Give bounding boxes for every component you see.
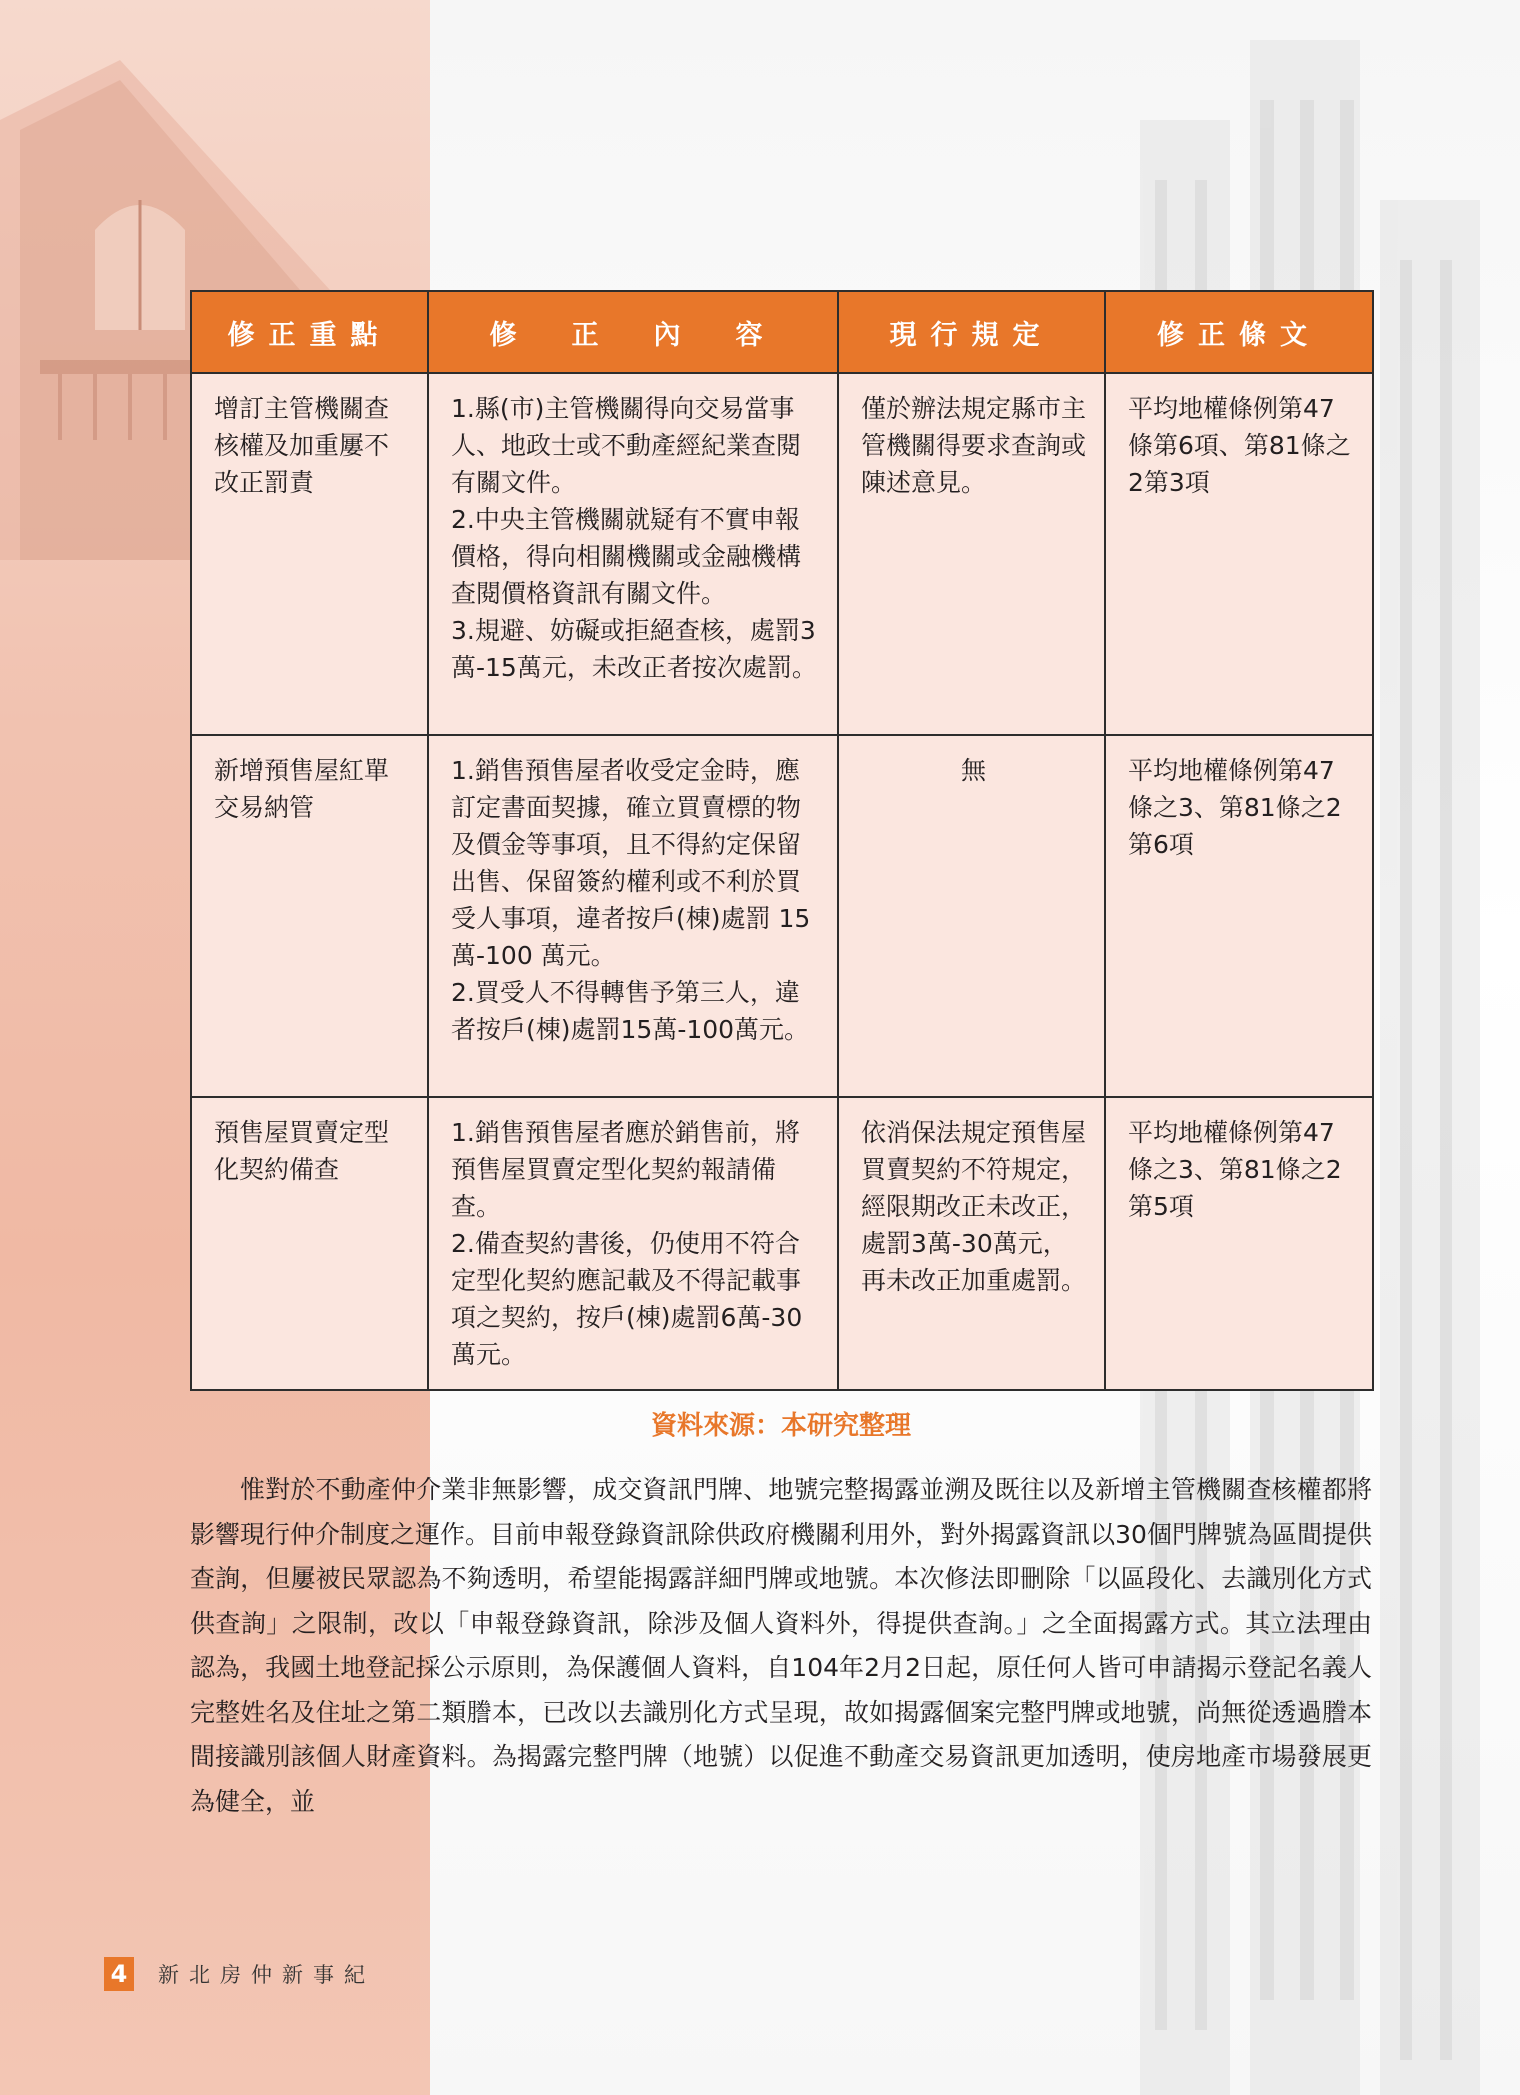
content-item: 1.銷售預售屋者應於銷售前，將預售屋買賣定型化契約報請備查。 [451, 1118, 800, 1221]
cell-current: 依消保法規定預售屋買賣契約不符規定，經限期改正未改正，處罰3萬-30萬元，再未改正加重處罰。 [838, 1097, 1105, 1390]
cell-article: 平均地權條例第47條之3、第81條之2第6項 [1105, 735, 1373, 1097]
content-item: 2.備查契約書後，仍使用不符合定型化契約應記載及不得記載事項之契約，按戶(棟)處罰6萬-30萬元。 [451, 1229, 803, 1369]
cell-content [428, 373, 838, 735]
body-paragraph: 惟對於不動產仲介業非無影響，成交資訊門牌、地號完整揭露並溯及既往以及新增主管機關查核權都將影響現行仲介制度之運作。目前申報登錄資訊除供政府機關利用外，對外揭露資訊以30個門牌號為區間提供查詢，但屢被民眾認為不夠透明，希望能揭露詳細門牌或地號。本次修法即刪除「以區段化、去識別化方式供查詢」之限制，改以「申報登錄資訊，除涉及個人資料外，得提供查詢。」之全面揭露方式。其立法理由認為，我國土地登記採公示原則，為保護個人資料，自104年2月2日起，原任何人皆可申請揭示登記名義人完整姓名及住址之第二類謄本，已改以去識別化方式呈現，故如揭露個案完整門牌或地號，尚無從透過謄本間接識別該個人財產資料。為揭露完整門牌（地號）以促進不動產交易資訊更加透明，使房地產市場發展更為健全，並 [190, 1475, 1372, 1816]
cell-article: 平均地權條例第47條之3、第81條之2第5項 [1105, 1097, 1373, 1390]
cell-point: 新增預售屋紅單交易納管 [191, 735, 428, 1097]
content-item: 1.縣(市)主管機關得向交易當事人、地政士或不動產經紀業查閱有關文件。 [451, 394, 802, 497]
table-row [191, 373, 1373, 735]
page-number: 4 [104, 1957, 134, 1991]
magazine-name: 新北房仲新事紀 [158, 1963, 375, 1987]
page-footer [104, 1954, 375, 1994]
cell-article: 平均地權條例第47條第6項、第81條之2第3項 [1105, 373, 1373, 735]
cell-content [428, 1097, 838, 1390]
table-row [191, 735, 1373, 1097]
cell-point: 預售屋買賣定型化契約備查 [191, 1097, 428, 1390]
content-item: 3.規避、妨礙或拒絕查核，處罰3萬-15萬元，未改正者按次處罰。 [451, 616, 817, 682]
cell-current: 無 [838, 735, 1105, 1097]
cell-content [428, 735, 838, 1097]
amendment-table [190, 290, 1374, 1391]
content-item: 1.銷售預售屋者收受定金時，應訂定書面契據，確立買賣標的物及價金等事項，且不得約定保留出售、保留簽約權利或不利於買受人事項，違者按戶(棟)處罰 15 萬-100 萬元。 [451, 756, 811, 970]
content-item: 2.中央主管機關就疑有不實申報價格，得向相關機關或金融機構查閱價格資訊有關文件。 [451, 505, 802, 608]
header-current: 現行規定 [838, 291, 1105, 373]
table-source-note: 資料來源：本研究整理 [650, 1411, 911, 1441]
cell-point: 增訂主管機關查核權及加重屢不改正罰責 [191, 373, 428, 735]
table-row [191, 1097, 1373, 1390]
cell-current: 僅於辦法規定縣市主管機關得要求查詢或陳述意見。 [838, 373, 1105, 735]
header-point: 修正重點 [191, 291, 428, 373]
header-article: 修正條文 [1105, 291, 1373, 373]
content-item: 2.買受人不得轉售予第三人，違者按戶(棟)處罰15萬-100萬元。 [451, 978, 810, 1044]
table-header-row [191, 291, 1373, 373]
header-content: 修 正 內 容 [428, 291, 838, 373]
